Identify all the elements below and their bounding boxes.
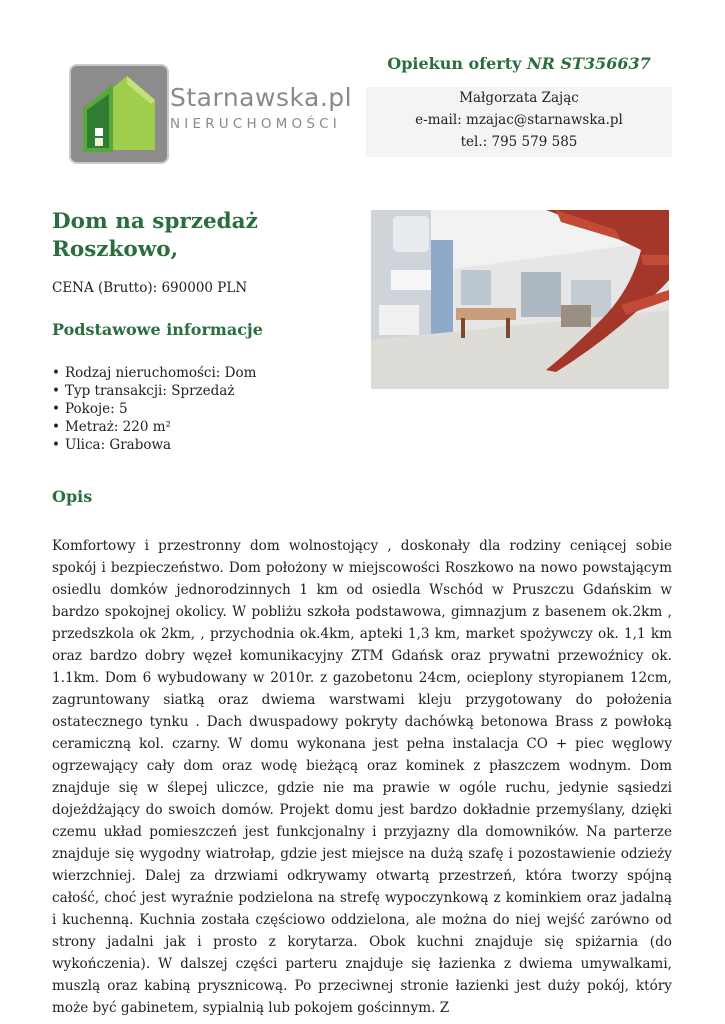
listing-price: CENA (Brutto): 690000 PLN xyxy=(52,280,248,296)
agent-title xyxy=(366,54,672,73)
list-item: • Pokoje: 5 xyxy=(52,400,256,418)
list-item: • Typ transakcji: Sprzedaż xyxy=(52,382,256,400)
agent-contact-box xyxy=(366,87,672,157)
company-logo xyxy=(69,64,353,162)
listing-title: Dom na sprzedaż Roszkowo, xyxy=(52,209,258,262)
list-item: • Metraż: 220 m² xyxy=(52,418,256,436)
agent-name: Małgorzata Zając xyxy=(459,90,579,106)
house-logo-icon xyxy=(69,64,169,164)
description-heading: Opis xyxy=(52,487,93,506)
agent-phone[interactable]: tel.: 795 579 585 xyxy=(460,134,578,150)
basic-info-heading: Podstawowe informacje xyxy=(52,320,263,339)
agent-label: Opiekun oferty xyxy=(387,54,522,73)
list-item: • Rodzaj nieruchomości: Dom xyxy=(52,364,256,382)
property-photo xyxy=(371,210,669,389)
offer-number: NR ST356637 xyxy=(526,54,651,73)
basic-info-list xyxy=(52,364,256,454)
description-text: Komfortowy i przestronny dom wolnostojący , doskonały dla rodziny ceniącej sobie spokój i bezpieczeństwo. Dom położony w miejscowości Roszkowo na nowo powstającym osiedlu domków jednorodzinnych 1 km od osiedla Wschód w Pruszczu Gdańskim w bardzo spokojnej okolicy. W pobliżu szkoła podstawowa, gimnazjum z basenem ok.2km , przedszkola ok 2km, , przychodnia ok.4km, apteki 1,3 km, market spożywczy ok. 1,1 km oraz bardzo dobry węzeł komunikacyjny ZTM Gdańsk oraz prywatni przewoźnicy ok. 1.1km. Dom 6 wybudowany w 2010r. z gazobetonu 24cm, ocieplony styropianem 12cm, zagruntowany siatką oraz dwiema warstwami kleju przygotowany do położenia ostatecznego tynku . Dach dwuspadowy pokryty dachówką betonowa Brass z powłoką ceramiczną kol. czarny. W domu wykonana jest pełna instalacja CO + piec węglowy ogrzewający cały dom oraz wodę bieżącą oraz kominek z płaszczem wodnym. Dom znajduje się w ślepej uliczce, gdzie nie ma prawie w ogóle ruchu, jedynie sąsiedzi dojeżdżający do swoich domów. Projekt domu jest bardzo dokładnie przemyślany, dzięki czemu układ pomieszczeń jest funkcjonalny i przyjazny dla domowników. Na parterze znajduje się wygodny wiatrołap, gdzie jest miejsce na dużą szafę i pozostawienie odzieży wierzchniej. Dalej za drzwiami odkrywamy otwartą przestrzeń, która tworzy spójną całość, choć jest wyraźnie podzielona na strefę wypoczynkową z kominkiem oraz jadalną i kuchenną. Kuchnia została częściowo oddzielona, ale można do niej wejść zarówno od strony jadalni jak i prosto z korytarza. Obok kuchni znajduje się spiżarnia (do wykończenia). W dalszej części parteru znajduje się łazienka z dwiema umywalkami, muszlą oraz kabiną prysznicową. Po przeciwnej stronie łazienki jest duży pokój, który może być gabinetem, sypialnią lub pokojem gościnnym. Z xyxy=(52,538,672,1016)
agent-email[interactable]: e-mail: mzajac@starnawska.pl xyxy=(415,112,623,128)
logo-subtitle: NIERUCHOMOŚCI xyxy=(170,116,341,132)
logo-name: Starnawska.pl xyxy=(170,83,353,112)
list-item: • Ulica: Grabowa xyxy=(52,436,256,454)
